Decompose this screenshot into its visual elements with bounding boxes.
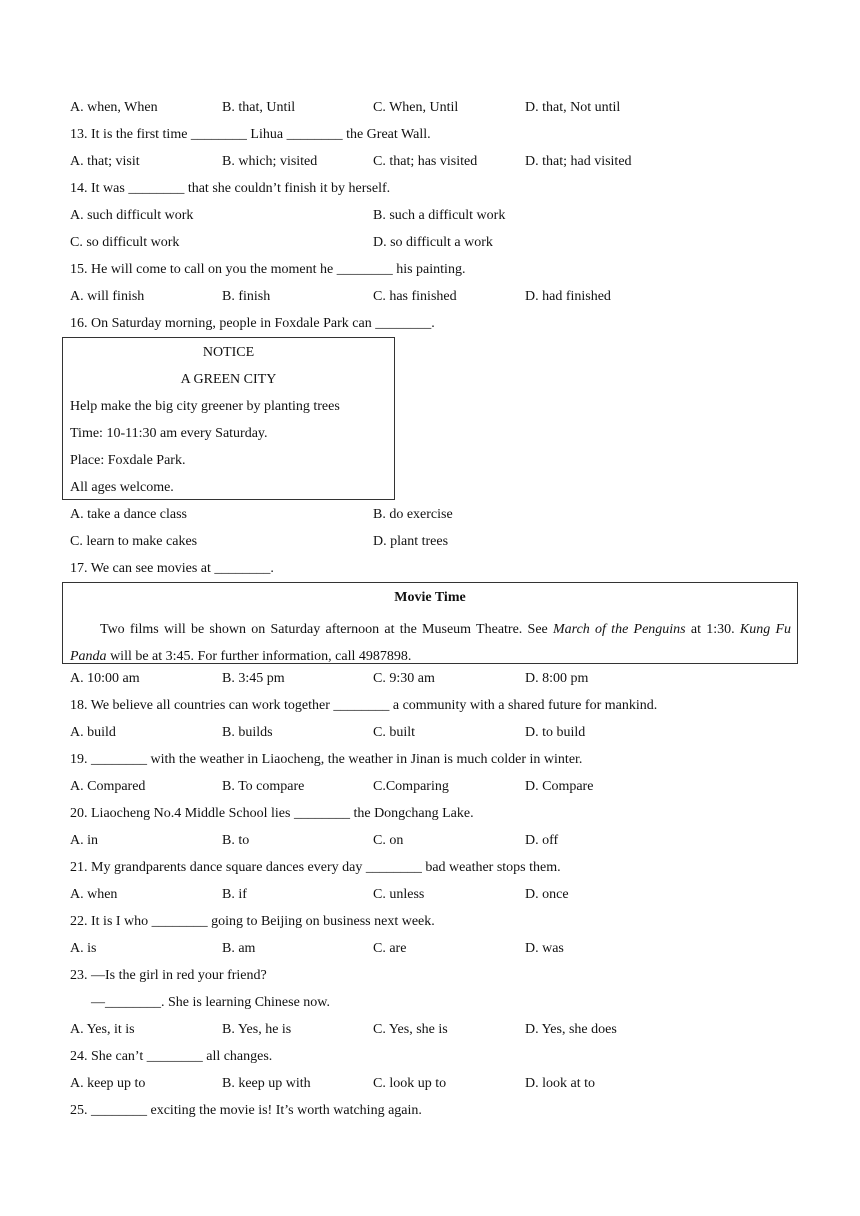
q23-option-a: A. Yes, it is bbox=[70, 1022, 135, 1037]
q20-option-c: C. on bbox=[373, 833, 404, 848]
q12-option-d: D. that, Not until bbox=[525, 100, 621, 115]
q21-stem: 21. My grandparents dance square dances every day ________ bad weather stops them. bbox=[70, 860, 561, 875]
q22-option-a: A. is bbox=[70, 941, 97, 956]
movie-box-title: Movie Time bbox=[394, 590, 466, 605]
q16-option-c: C. learn to make cakes bbox=[70, 534, 198, 549]
q16-option-b: B. do exercise bbox=[373, 507, 453, 522]
notice-box bbox=[62, 337, 395, 500]
q22-option-d: D. was bbox=[525, 941, 564, 956]
q15-stem: 15. He will come to call on you the moment he ________ his painting. bbox=[70, 262, 466, 277]
q22-stem: 22. It is I who ________ going to Beijing on business next week. bbox=[70, 914, 435, 929]
q21-option-b: B. if bbox=[222, 887, 247, 902]
q18-option-d: D. to build bbox=[525, 725, 586, 740]
q14-option-c: C. so difficult work bbox=[70, 235, 180, 250]
q21-option-c: C. unless bbox=[373, 887, 425, 902]
q15-option-c: C. has finished bbox=[373, 289, 457, 304]
q23-option-b: B. Yes, he is bbox=[222, 1022, 292, 1037]
q18-option-b: B. builds bbox=[222, 725, 273, 740]
q15-option-d: D. had finished bbox=[525, 289, 611, 304]
q17-option-a: A. 10:00 am bbox=[70, 671, 140, 686]
q24-option-d: D. look at to bbox=[525, 1076, 595, 1091]
q17-option-c: C. 9:30 am bbox=[373, 671, 435, 686]
movie-text-part: at 1:30. bbox=[685, 622, 740, 637]
q13-option-a: A. that; visit bbox=[70, 154, 140, 169]
movie-text-part: will be at 3:45. For further information, call 4987898. bbox=[106, 649, 412, 664]
q19-option-b: B. To compare bbox=[222, 779, 305, 794]
q25-stem: 25. ________ exciting the movie is! It’s worth watching again. bbox=[70, 1103, 422, 1118]
film-title: March of the Penguins bbox=[553, 622, 686, 637]
q13-stem: 13. It is the first time ________ Lihua ________ the Great Wall. bbox=[70, 127, 431, 142]
q23-option-c: C. Yes, she is bbox=[373, 1022, 448, 1037]
q23-stem-response: —________. She is learning Chinese now. bbox=[91, 995, 331, 1010]
q21-option-d: D. once bbox=[525, 887, 569, 902]
q24-option-a: A. keep up to bbox=[70, 1076, 146, 1091]
q17-option-b: B. 3:45 pm bbox=[222, 671, 285, 686]
q15-option-a: A. will finish bbox=[70, 289, 145, 304]
q22-option-b: B. am bbox=[222, 941, 256, 956]
movie-text-part: Two films will be shown on Saturday afternoon at the Museum Theatre. See bbox=[100, 622, 553, 637]
q20-option-d: D. off bbox=[525, 833, 559, 848]
notice-line: Place: Foxdale Park. bbox=[70, 453, 186, 468]
q23-option-d: D. Yes, she does bbox=[525, 1022, 617, 1037]
q18-stem: 18. We believe all countries can work together ________ a community with a shared future for mankind. bbox=[70, 698, 658, 713]
q20-option-a: A. in bbox=[70, 833, 98, 848]
q12-option-b: B. that, Until bbox=[222, 100, 296, 115]
q17-stem: 17. We can see movies at ________. bbox=[70, 561, 274, 576]
q18-option-a: A. build bbox=[70, 725, 116, 740]
q19-option-c: C.Comparing bbox=[373, 779, 449, 794]
film-title: Kung Fu Panda bbox=[70, 622, 792, 664]
q17-option-d: D. 8:00 pm bbox=[525, 671, 589, 686]
q23-stem: 23. —Is the girl in red your friend? bbox=[70, 968, 267, 983]
q16-stem: 16. On Saturday morning, people in Foxdale Park can ________. bbox=[70, 316, 435, 331]
notice-heading: NOTICE bbox=[202, 345, 255, 360]
notice-line: All ages welcome. bbox=[70, 480, 174, 495]
q15-option-b: B. finish bbox=[222, 289, 271, 304]
q12-option-c: C. When, Until bbox=[373, 100, 459, 115]
notice-subheading: A GREEN CITY bbox=[180, 372, 277, 387]
q24-option-b: B. keep up with bbox=[222, 1076, 311, 1091]
q19-stem: 19. ________ with the weather in Liaocheng, the weather in Jinan is much colder in winter. bbox=[70, 752, 583, 767]
q14-option-a: A. such difficult work bbox=[70, 208, 194, 223]
q13-option-d: D. that; had visited bbox=[525, 154, 632, 169]
notice-line: Help make the big city greener by planting trees bbox=[70, 399, 340, 414]
q14-option-b: B. such a difficult work bbox=[373, 208, 506, 223]
q24-option-c: C. look up to bbox=[373, 1076, 447, 1091]
q16-option-a: A. take a dance class bbox=[70, 507, 187, 522]
q14-stem: 14. It was ________ that she couldn’t finish it by herself. bbox=[70, 181, 391, 196]
q19-option-a: A. Compared bbox=[70, 779, 146, 794]
q20-stem: 20. Liaocheng No.4 Middle School lies ________ the Dongchang Lake. bbox=[70, 806, 474, 821]
movie-time-box bbox=[62, 582, 798, 664]
q13-option-b: B. which; visited bbox=[222, 154, 318, 169]
q19-option-d: D. Compare bbox=[525, 779, 594, 794]
q18-option-c: C. built bbox=[373, 725, 416, 740]
q22-option-c: C. are bbox=[373, 941, 407, 956]
notice-line: Time: 10-11:30 am every Saturday. bbox=[70, 426, 268, 441]
q16-option-d: D. plant trees bbox=[373, 534, 449, 549]
q24-stem: 24. She can’t ________ all changes. bbox=[70, 1049, 273, 1064]
movie-box-text bbox=[70, 616, 791, 670]
q13-option-c: C. that; has visited bbox=[373, 154, 478, 169]
q14-option-d: D. so difficult a work bbox=[373, 235, 493, 250]
q21-option-a: A. when bbox=[70, 887, 118, 902]
q20-option-b: B. to bbox=[222, 833, 250, 848]
q12-option-a: A. when, When bbox=[70, 100, 158, 115]
